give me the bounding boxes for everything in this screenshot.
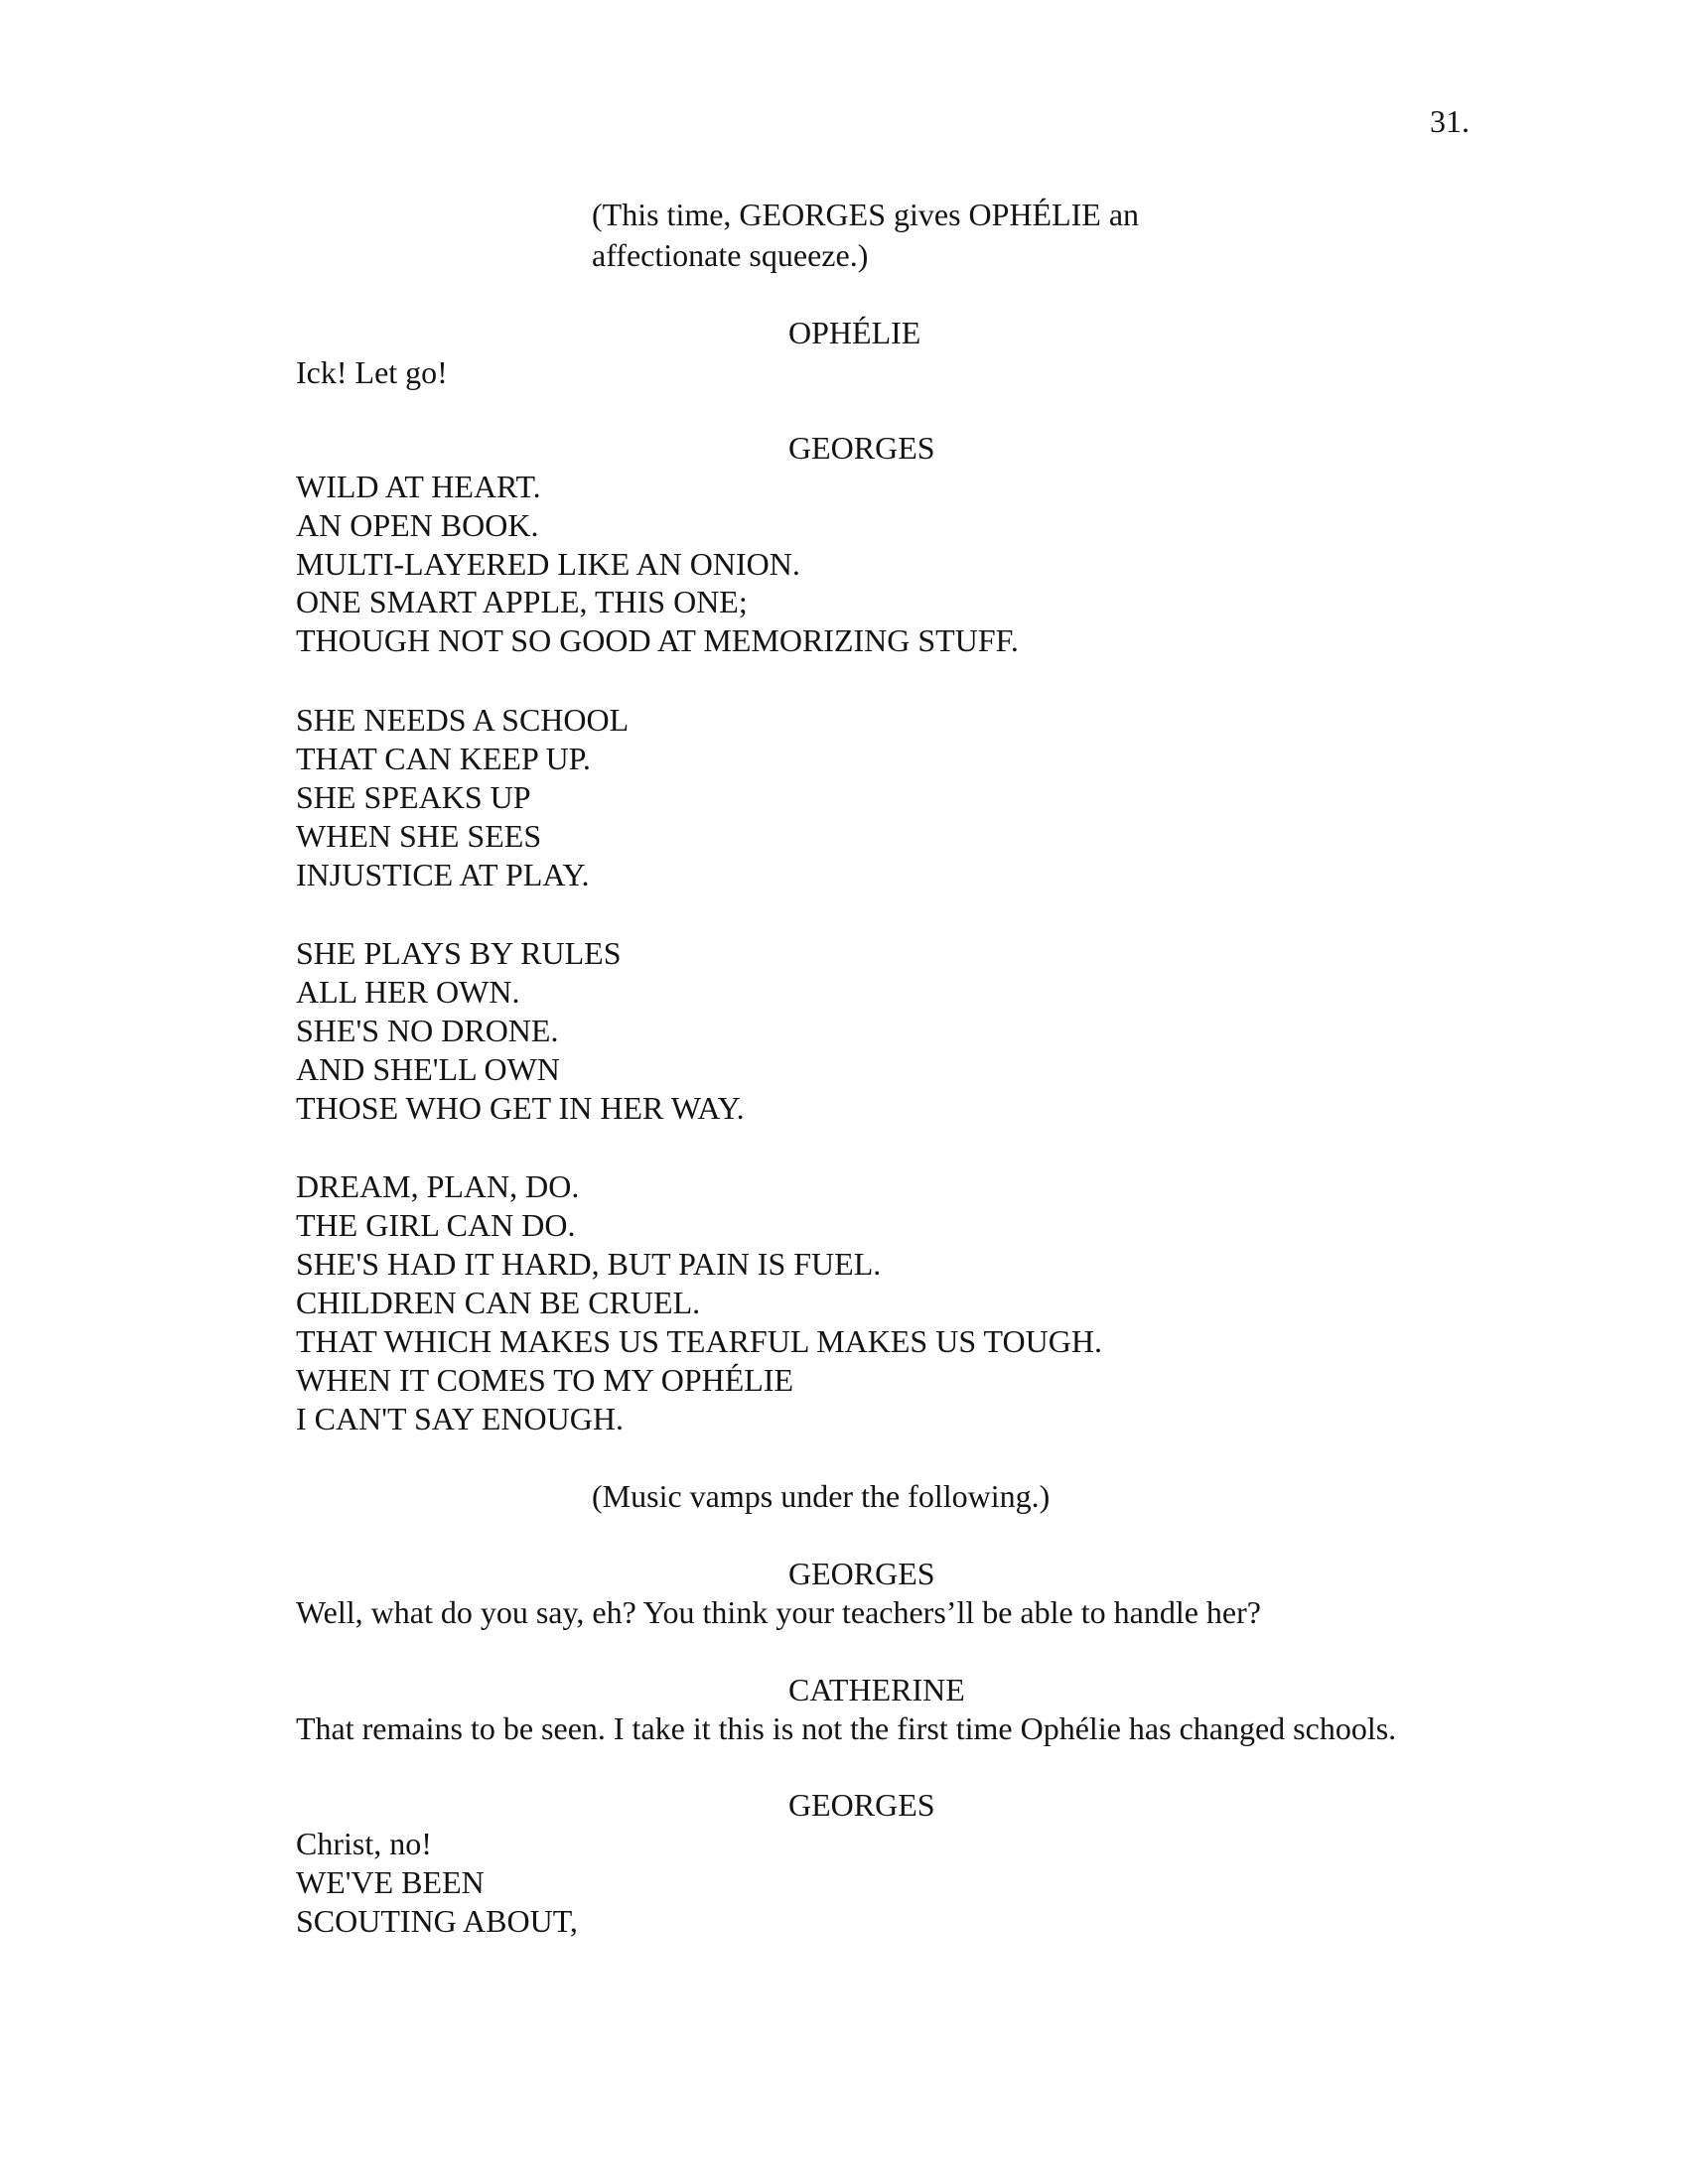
- lyric-line: WE'VE BEEN: [296, 1864, 485, 1900]
- page-number: 31.: [1430, 103, 1470, 139]
- lyric-line: WILD AT HEART.: [296, 469, 541, 504]
- dialogue-line: Well, what do you say, eh? You think your teachers’ll be able to handle her?: [296, 1594, 1261, 1630]
- lyric-line: AND SHE'LL OWN: [296, 1051, 560, 1087]
- lyric-line: MULTI-LAYERED LIKE AN ONION.: [296, 546, 800, 582]
- lyric-line: ALL HER OWN.: [296, 974, 520, 1010]
- lyric-line: INJUSTICE AT PLAY.: [296, 857, 590, 892]
- stage-direction-line: (This time, GEORGES gives OPHÉLIE an: [592, 197, 1140, 232]
- lyric-line: SHE'S NO DRONE.: [296, 1013, 559, 1048]
- lyric-line: SHE'S HAD IT HARD, BUT PAIN IS FUEL.: [296, 1246, 882, 1282]
- lyric-line: THAT WHICH MAKES US TEARFUL MAKES US TOUGH.: [296, 1323, 1102, 1359]
- lyric-line: SHE PLAYS BY RULES: [296, 935, 622, 971]
- dialogue-line: That remains to be seen. I take it this is not the first time Ophélie has changed schools.: [296, 1710, 1397, 1746]
- character-name: GEORGES: [788, 1787, 935, 1823]
- lyric-line: WHEN SHE SEES: [296, 818, 542, 854]
- stage-direction-line: affectionate squeeze.): [592, 237, 869, 273]
- lyric-line: THAT CAN KEEP UP.: [296, 741, 591, 776]
- lyric-line: SHE NEEDS A SCHOOL: [296, 702, 630, 738]
- lyric-line: DREAM, PLAN, DO.: [296, 1168, 580, 1204]
- lyric-line: THE GIRL CAN DO.: [296, 1207, 576, 1243]
- lyric-line: THOUGH NOT SO GOOD AT MEMORIZING STUFF.: [296, 622, 1019, 658]
- lyric-line: SHE SPEAKS UP: [296, 779, 531, 815]
- lyric-line: AN OPEN BOOK.: [296, 507, 539, 543]
- lyric-line: ONE SMART APPLE, THIS ONE;: [296, 584, 748, 619]
- lyric-line: WHEN IT COMES TO MY OPHÉLIE: [296, 1362, 794, 1398]
- character-name: GEORGES: [788, 430, 935, 466]
- lyric-line: THOSE WHO GET IN HER WAY.: [296, 1090, 745, 1126]
- character-name: OPHÉLIE: [788, 315, 921, 350]
- stage-direction: (Music vamps under the following.): [592, 1478, 1051, 1514]
- character-name: CATHERINE: [788, 1672, 965, 1707]
- dialogue-line: Ick! Let go!: [296, 354, 448, 390]
- lyric-line: CHILDREN CAN BE CRUEL.: [296, 1285, 701, 1320]
- lyric-line: I CAN'T SAY ENOUGH.: [296, 1401, 624, 1436]
- dialogue-line: Christ, no!: [296, 1826, 432, 1861]
- lyric-line: SCOUTING ABOUT,: [296, 1903, 578, 1939]
- character-name: GEORGES: [788, 1556, 935, 1591]
